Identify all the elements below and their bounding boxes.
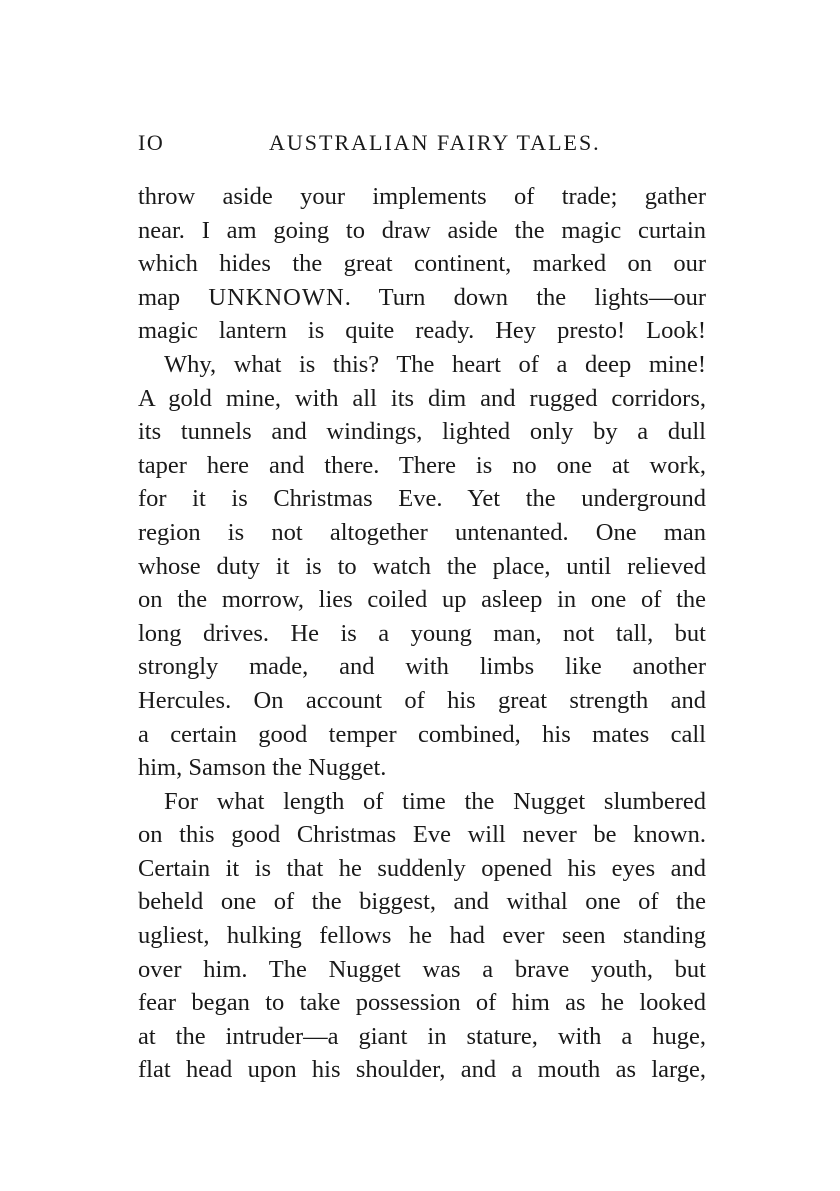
text-line: whose duty it is to watch the place, until relieved xyxy=(138,552,706,580)
paragraph-start-line: For what length of time the Nugget slumbered xyxy=(164,787,706,815)
page-number: IO xyxy=(138,130,165,155)
text-line: beheld one of the biggest, and withal one of the xyxy=(138,888,706,916)
text-line: Hercules. On account of his great strength and xyxy=(138,686,706,714)
running-head xyxy=(138,130,708,160)
text-line: ugliest, hulking fellows he had ever seen standing xyxy=(138,922,706,950)
text-line: fear began to take possession of him as he looked xyxy=(138,989,706,1017)
text-fragment: . Turn down the lights—our xyxy=(344,283,706,311)
text-line: strongly made, and with limbs like another xyxy=(138,653,706,681)
text-line: on this good Christmas Eve will never be known. xyxy=(138,821,706,849)
text-line: Certain it is that he suddenly opened his eyes and xyxy=(138,854,706,882)
text-line: A gold mine, with all its dim and rugged corridors, xyxy=(138,384,706,412)
text-line: a certain good temper combined, his mates call xyxy=(138,720,706,748)
book-title: AUSTRALIAN FAIRY TALES. xyxy=(269,130,601,155)
text-line: on the morrow, lies coiled up asleep in one of the xyxy=(138,586,706,614)
text-line: over him. The Nugget was a brave youth, but xyxy=(138,955,706,983)
text-line: taper here and there. There is no one at work, xyxy=(138,451,706,479)
text-line: magic lantern is quite ready. Hey presto! Look! xyxy=(138,317,706,345)
text-line: region is not altogether untenanted. One man xyxy=(138,518,706,546)
paragraph-end-line: him, Samson the Nugget. xyxy=(138,754,387,782)
text-line: at the intruder—a giant in stature, with a huge, xyxy=(138,1022,706,1050)
text-fragment: map xyxy=(138,283,209,311)
text-line xyxy=(138,281,706,315)
text-line: its tunnels and windings, lighted only by a dull xyxy=(138,418,706,446)
text-line: for it is Christmas Eve. Yet the underground xyxy=(138,485,706,513)
paragraph-start-line: Why, what is this? The heart of a deep mine! xyxy=(164,350,706,378)
text-line: flat head upon his shoulder, and a mouth as large, xyxy=(138,1056,706,1084)
text-line: long drives. He is a young man, not tall, but xyxy=(138,619,706,647)
text-line: throw aside your implements of trade; gather xyxy=(138,183,706,210)
text-line: near. I am going to draw aside the magic curtain xyxy=(138,216,706,244)
unknown-label: UNKNOWN xyxy=(208,283,345,311)
text-line: which hides the great continent, marked on our xyxy=(138,250,706,278)
body-text xyxy=(138,180,706,1087)
